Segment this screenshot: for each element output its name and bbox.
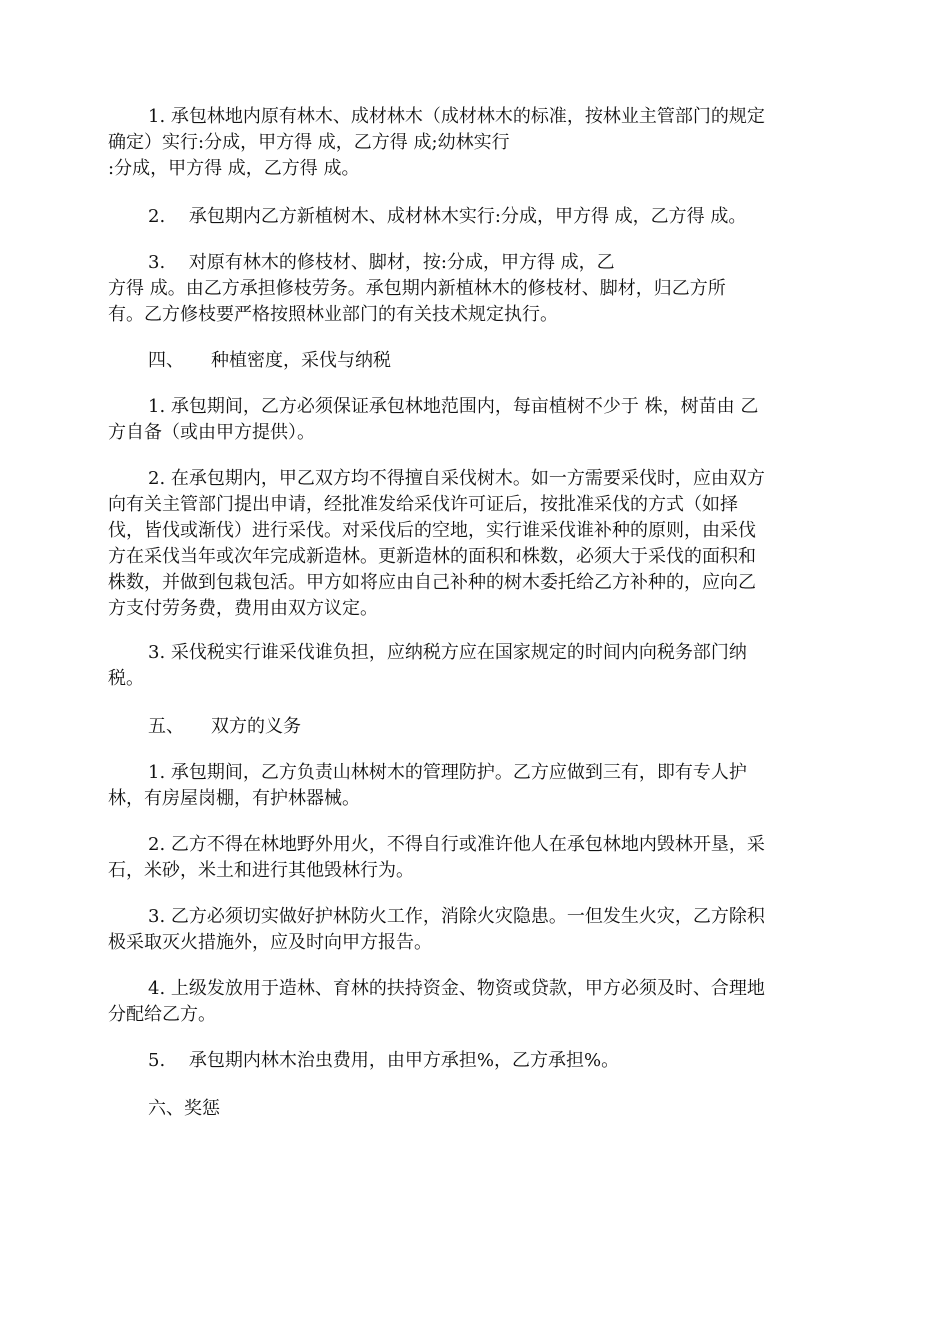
text-line: 2. 乙方不得在林地野外用火，不得自行或准许他人在承包林地内毁林开垦，采 xyxy=(148,834,765,855)
heading-text: 六、奖惩 xyxy=(148,1098,220,1119)
heading-text: 五、 双方的义务 xyxy=(148,716,301,737)
text-line: 伐，皆伐或渐伐）进行采伐。对采伐后的空地，实行谁采伐谁补种的原则，由采伐 xyxy=(108,520,756,541)
heading-text: 四、 种植密度，采伐与纳税 xyxy=(148,350,391,371)
text-line: 1. 承包林地内原有林木、成材林木（成材林木的标准，按林业主管部门的规定 xyxy=(148,106,765,127)
text-line: 向有关主管部门提出申请，经批准发给采伐许可证后，按批准采伐的方式（如择 xyxy=(108,494,738,515)
paragraph-2 xyxy=(108,204,853,230)
paragraph-5-3 xyxy=(108,904,853,956)
text-line: 株数，并做到包栽包活。甲方如将应由自己补种的树木委托给乙方补种的，应向乙 xyxy=(108,572,756,593)
section-heading-4 xyxy=(108,348,853,374)
text-line: 税。 xyxy=(108,668,144,689)
text-line: 3. 采伐税实行谁采伐谁负担，应纳税方应在国家规定的时间内向税务部门纳 xyxy=(148,642,747,663)
paragraph-5-5 xyxy=(108,1048,853,1074)
paragraph-5-2 xyxy=(108,832,853,884)
text-line: 方在采伐当年或次年完成新造林。更新造林的面积和株数，必须大于采伐的面积和 xyxy=(108,546,756,567)
section-heading-5 xyxy=(108,714,853,740)
text-line: 3. 对原有林木的修枝材、脚材，按:分成，甲方得 成，乙 xyxy=(148,252,615,273)
text-line: 林，有房屋岗棚，有护林器械。 xyxy=(108,788,360,809)
text-line: 确定）实行:分成，甲方得 成，乙方得 成;幼林实行 xyxy=(108,132,510,153)
paragraph-4-3 xyxy=(108,640,853,692)
text-line: 有。乙方修枝要严格按照林业部门的有关技术规定执行。 xyxy=(108,304,558,325)
paragraph-5-1 xyxy=(108,760,853,812)
text-line: 分配给乙方。 xyxy=(108,1004,216,1025)
text-line: 极采取灭火措施外，应及时向甲方报告。 xyxy=(108,932,432,953)
text-line: 4. 上级发放用于造林、育林的扶持资金、物资或贷款，甲方必须及时、合理地 xyxy=(148,978,765,999)
paragraph-5-4 xyxy=(108,976,853,1028)
text-line: 2. 在承包期内，甲乙双方均不得擅自采伐树木。如一方需要采伐时，应由双方 xyxy=(148,468,765,489)
text-line: 5. 承包期内林木治虫费用，由甲方承担%，乙方承担%。 xyxy=(148,1050,620,1071)
text-line: :分成，甲方得 成，乙方得 成。 xyxy=(108,158,360,179)
text-line: 方支付劳务费，费用由双方议定。 xyxy=(108,598,378,619)
section-heading-6 xyxy=(108,1096,853,1122)
text-line: 1. 承包期间，乙方必须保证承包林地范围内，每亩植树不少于 株，树苗由 乙 xyxy=(148,396,759,417)
text-line: 3. 乙方必须切实做好护林防火工作，消除火灾隐患。一但发生火灾，乙方除积 xyxy=(148,906,765,927)
text-line: 石，米砂，米土和进行其他毁林行为。 xyxy=(108,860,414,881)
text-line: 1. 承包期间，乙方负责山林树木的管理防护。乙方应做到三有，即有专人护 xyxy=(148,762,747,783)
paragraph-4-1 xyxy=(108,394,853,446)
paragraph-1 xyxy=(108,104,853,182)
text-line: 2. 承包期内乙方新植树木、成材林木实行:分成，甲方得 成，乙方得 成。 xyxy=(148,206,747,227)
text-line: 方得 成。由乙方承担修枝劳务。承包期内新植林木的修枝材、脚材，归乙方所 xyxy=(108,278,726,299)
paragraph-4-2 xyxy=(108,466,853,622)
paragraph-3 xyxy=(108,250,853,328)
text-line: 方自备（或由甲方提供）。 xyxy=(108,422,315,443)
